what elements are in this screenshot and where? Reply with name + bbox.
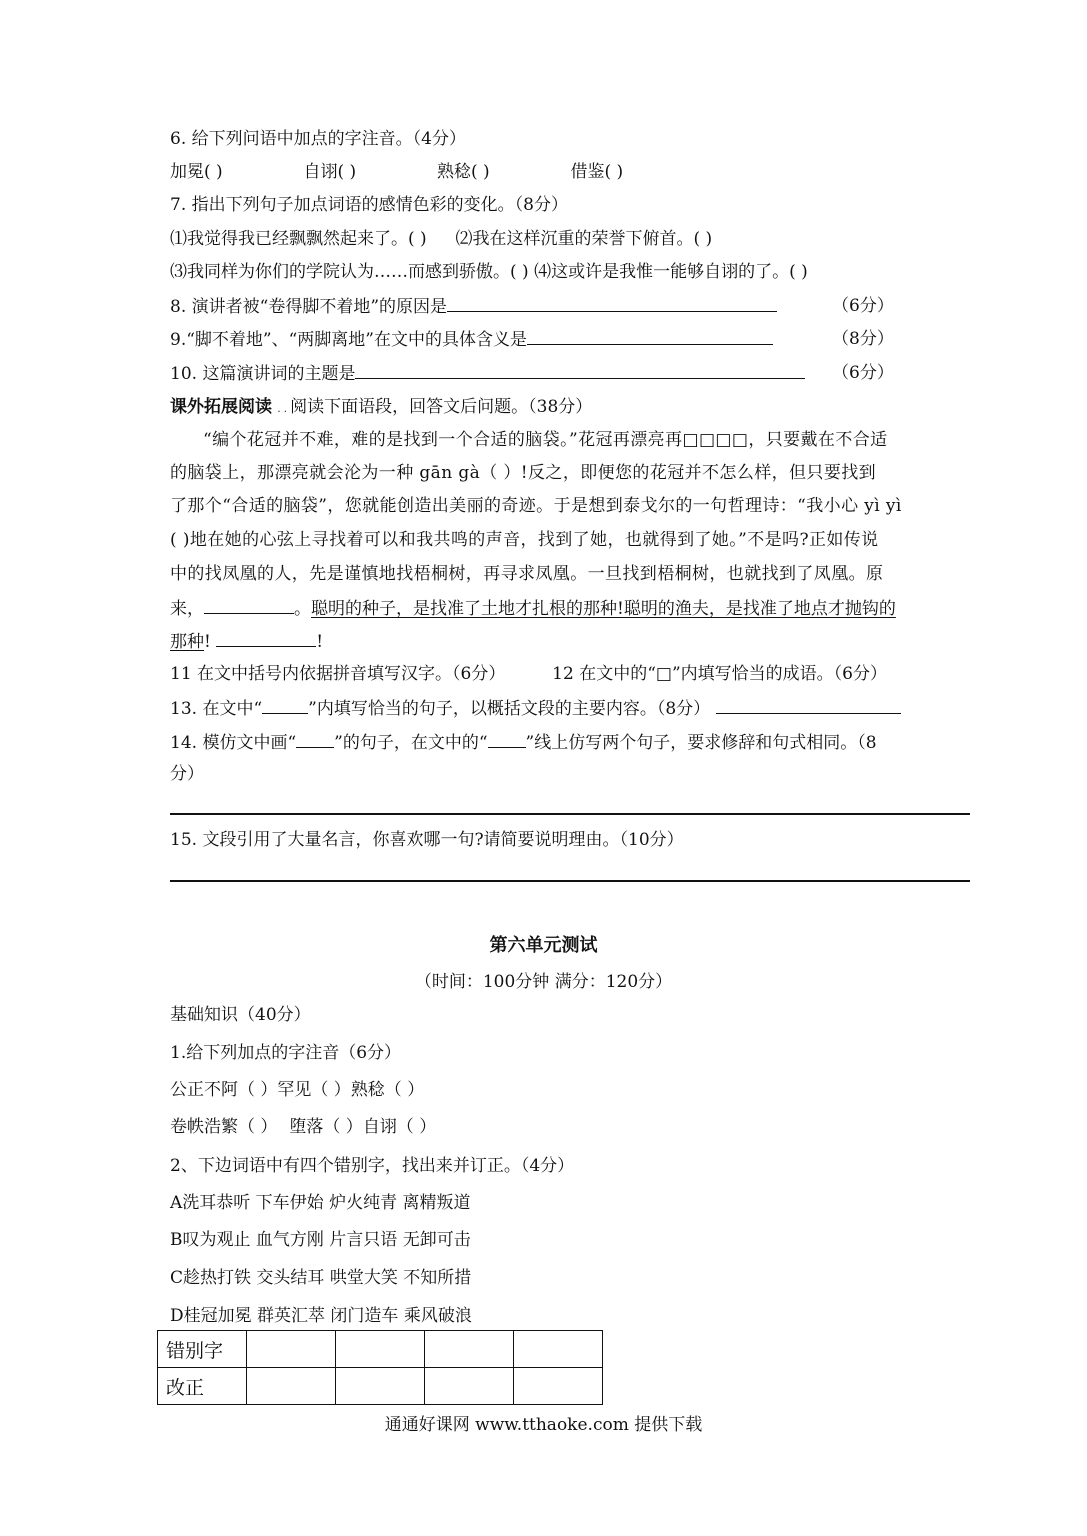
- table-cell[interactable]: [336, 1368, 425, 1405]
- q9-answer-line[interactable]: [527, 328, 773, 345]
- q14-marker-1: [296, 731, 334, 748]
- q10: [170, 362, 805, 385]
- reading-p4: ( )地在她的心弦上寻找着可以和我共鸣的声音，找到了她，也就得到了她。”不是吗?正如传说: [170, 530, 879, 550]
- unit6-title: 第六单元测试: [489, 935, 598, 956]
- q7-item-3: ⑶我同样为你们的学院认为……而感到骄傲。( ): [170, 262, 529, 282]
- unit6-q2-title: 2、下边词语中有四个错别字，找出来并订正。（4分）: [170, 1156, 575, 1176]
- reading-header: 课外拓展阅读 . . 阅读下面语段，回答文后问题。（38分）: [170, 397, 593, 417]
- reading-p3: 了那个“合适的脑袋”，您就能创造出美丽的奇迹。于是想到泰戈尔的一句哲理诗：“我小心 yì yì: [170, 496, 902, 516]
- q11: 11 在文中括号内依据拼音填写汉字。（6分）: [170, 664, 506, 684]
- q10-score: （6分）: [832, 363, 894, 383]
- unit6-q1-item-2: 罕见（ ）: [277, 1080, 351, 1100]
- q14-answer-rule[interactable]: [170, 813, 970, 815]
- table-cell[interactable]: [247, 1368, 336, 1405]
- table-cell[interactable]: [336, 1331, 425, 1368]
- table-cell[interactable]: [425, 1368, 514, 1405]
- reading-p1: “编个花冠并不难，难的是找到一个合适的脑袋。”花冠再漂亮再□□□□，只要戴在不合适: [203, 430, 888, 450]
- q15: 15. 文段引用了大量名言，你喜欢哪一句?请简要说明理由。（10分）: [170, 830, 684, 850]
- q8-answer-line[interactable]: [447, 295, 777, 312]
- unit6-section: 基础知识（40分）: [170, 1005, 311, 1025]
- q15-answer-rule[interactable]: [170, 880, 970, 882]
- reading-instruction: 阅读下面语段，回答文后问题。（38分）: [290, 397, 593, 417]
- q7-title: 7. 指出下列句子加点词语的感情色彩的变化。（8分）: [170, 195, 568, 215]
- reading-p7-excl: !: [204, 632, 211, 652]
- q7-item-4: ⑷这或许是我惟一能够自诩的了。( ): [534, 262, 808, 282]
- table-cell[interactable]: [247, 1331, 336, 1368]
- q6-item-3: 熟稔( ): [436, 162, 490, 182]
- q8-score: （6分）: [832, 296, 894, 316]
- unit6-q1-row1: [170, 1079, 424, 1101]
- unit6-option-a: A洗耳恭听 下车伊始 炉火纯青 离精叛道: [170, 1193, 471, 1213]
- q12: 12 在文中的“□”内填写恰当的成语。（6分）: [552, 664, 887, 684]
- reading-p2: 的脑袋上，那漂亮就会沦为一种 gān gà（ ）!反之，即便您的花冠并不怎么样，但只要找到: [170, 463, 877, 483]
- q13-blank-marker: [262, 697, 308, 714]
- q8-text: 8. 演讲者被“卷得脚不着地”的原因是: [170, 297, 448, 317]
- q13: [170, 697, 901, 720]
- reading-p6: [170, 597, 896, 620]
- unit6-q1-item-4: 卷帙浩繁（ ）: [170, 1117, 278, 1137]
- q6-items: [170, 161, 623, 183]
- reading-underlined-sentence: 聪明的种子，是找准了土地才扎根的那种!聪明的渔夫，是找准了地点才抛钩的: [311, 599, 896, 619]
- footer-credit: 通通好课网 www.tthaoke.com 提供下载: [384, 1415, 703, 1435]
- q14-text-a: 14. 模仿文中画“: [170, 733, 297, 753]
- q14-marker-2: [488, 731, 526, 748]
- reading-p5: 中的找凤凰的人，先是谨慎地找梧桐树，再寻求凤凰。一旦找到梧桐树，也就找到了凤凰。原: [170, 564, 884, 584]
- q13-answer-line[interactable]: [716, 697, 901, 714]
- q6-item-4: 借鉴( ): [570, 162, 624, 182]
- reading-p6-start: 来，: [170, 599, 204, 619]
- q7-line1: [170, 228, 712, 250]
- reading-p7-excl-2: !: [316, 632, 324, 652]
- q13-fill-line[interactable]: [204, 597, 294, 614]
- unit6-q1-item-1: 公正不阿（ ）: [170, 1080, 278, 1100]
- unit6-option-c: C趁热打铁 交头结耳 哄堂大笑 不知所措: [170, 1268, 472, 1288]
- q9-text: 9.“脚不着地”、“两脚离地”在文中的具体含义是: [170, 330, 527, 350]
- q10-text: 10. 这篇演讲词的主题是: [170, 364, 356, 384]
- unit6-q1-title: 1.给下列加点的字注音（6分）: [170, 1043, 402, 1063]
- unit6-q1-row2: [170, 1116, 436, 1138]
- q13-text-a: 13. 在文中“: [170, 699, 263, 719]
- unit6-meta: （时间：100分钟 满分：120分）: [414, 972, 673, 992]
- q13-text-b: ”内填写恰当的句子，以概括文段的主要内容。（8分）: [308, 699, 711, 719]
- q14-text-c: ”线上仿写两个句子，要求修辞和句式相同。（8: [525, 733, 877, 753]
- q14-text-b: ”的句子，在文中的“: [334, 733, 488, 753]
- table-row: [158, 1368, 603, 1405]
- reading-underlined-end: 那种: [170, 632, 204, 652]
- q10-answer-line[interactable]: [355, 362, 805, 379]
- q6-item-2: 自诩( ): [303, 162, 357, 182]
- q6-title: 6. 给下列问语中加点的字注音。（4分）: [170, 129, 466, 149]
- unit6-option-b: B叹为观止 血气方刚 片言只语 无卸可击: [170, 1230, 471, 1250]
- q8: [170, 295, 777, 318]
- table-cell[interactable]: [425, 1331, 514, 1368]
- table-row: [158, 1331, 603, 1368]
- q11-12: [170, 663, 887, 685]
- q6-item-1: 加冕( ): [170, 162, 223, 182]
- table-cell[interactable]: [514, 1368, 603, 1405]
- q9-score: （8分）: [832, 329, 894, 349]
- table-header-correct: 改正: [158, 1368, 247, 1405]
- q14-fill-line[interactable]: [216, 630, 316, 647]
- reading-p6-period: 。: [294, 599, 311, 619]
- table-cell[interactable]: [514, 1331, 603, 1368]
- unit6-q1-item-3: 熟稔（ ）: [350, 1080, 425, 1100]
- unit6-q1-item-5: 堕落（ ）: [289, 1117, 363, 1137]
- correction-table: [157, 1330, 603, 1405]
- q14-tail: 分）: [170, 764, 204, 784]
- reading-heading: 课外拓展阅读: [170, 397, 272, 417]
- q7-item-2: ⑵我在这样沉重的荣誉下俯首。( ): [455, 229, 713, 249]
- q7-line2: [170, 261, 808, 283]
- table-header-wrong: 错别字: [158, 1331, 247, 1368]
- reading-p7: [170, 630, 323, 653]
- q7-item-1: ⑴我觉得我已经飘飘然起来了。( ): [170, 229, 427, 249]
- q9: [170, 328, 773, 351]
- unit6-q1-item-6: 自诩（ ）: [362, 1117, 437, 1137]
- q14: [170, 731, 877, 754]
- unit6-option-d: D桂冠加冕 群英汇萃 闭门造车 乘风破浪: [170, 1306, 472, 1326]
